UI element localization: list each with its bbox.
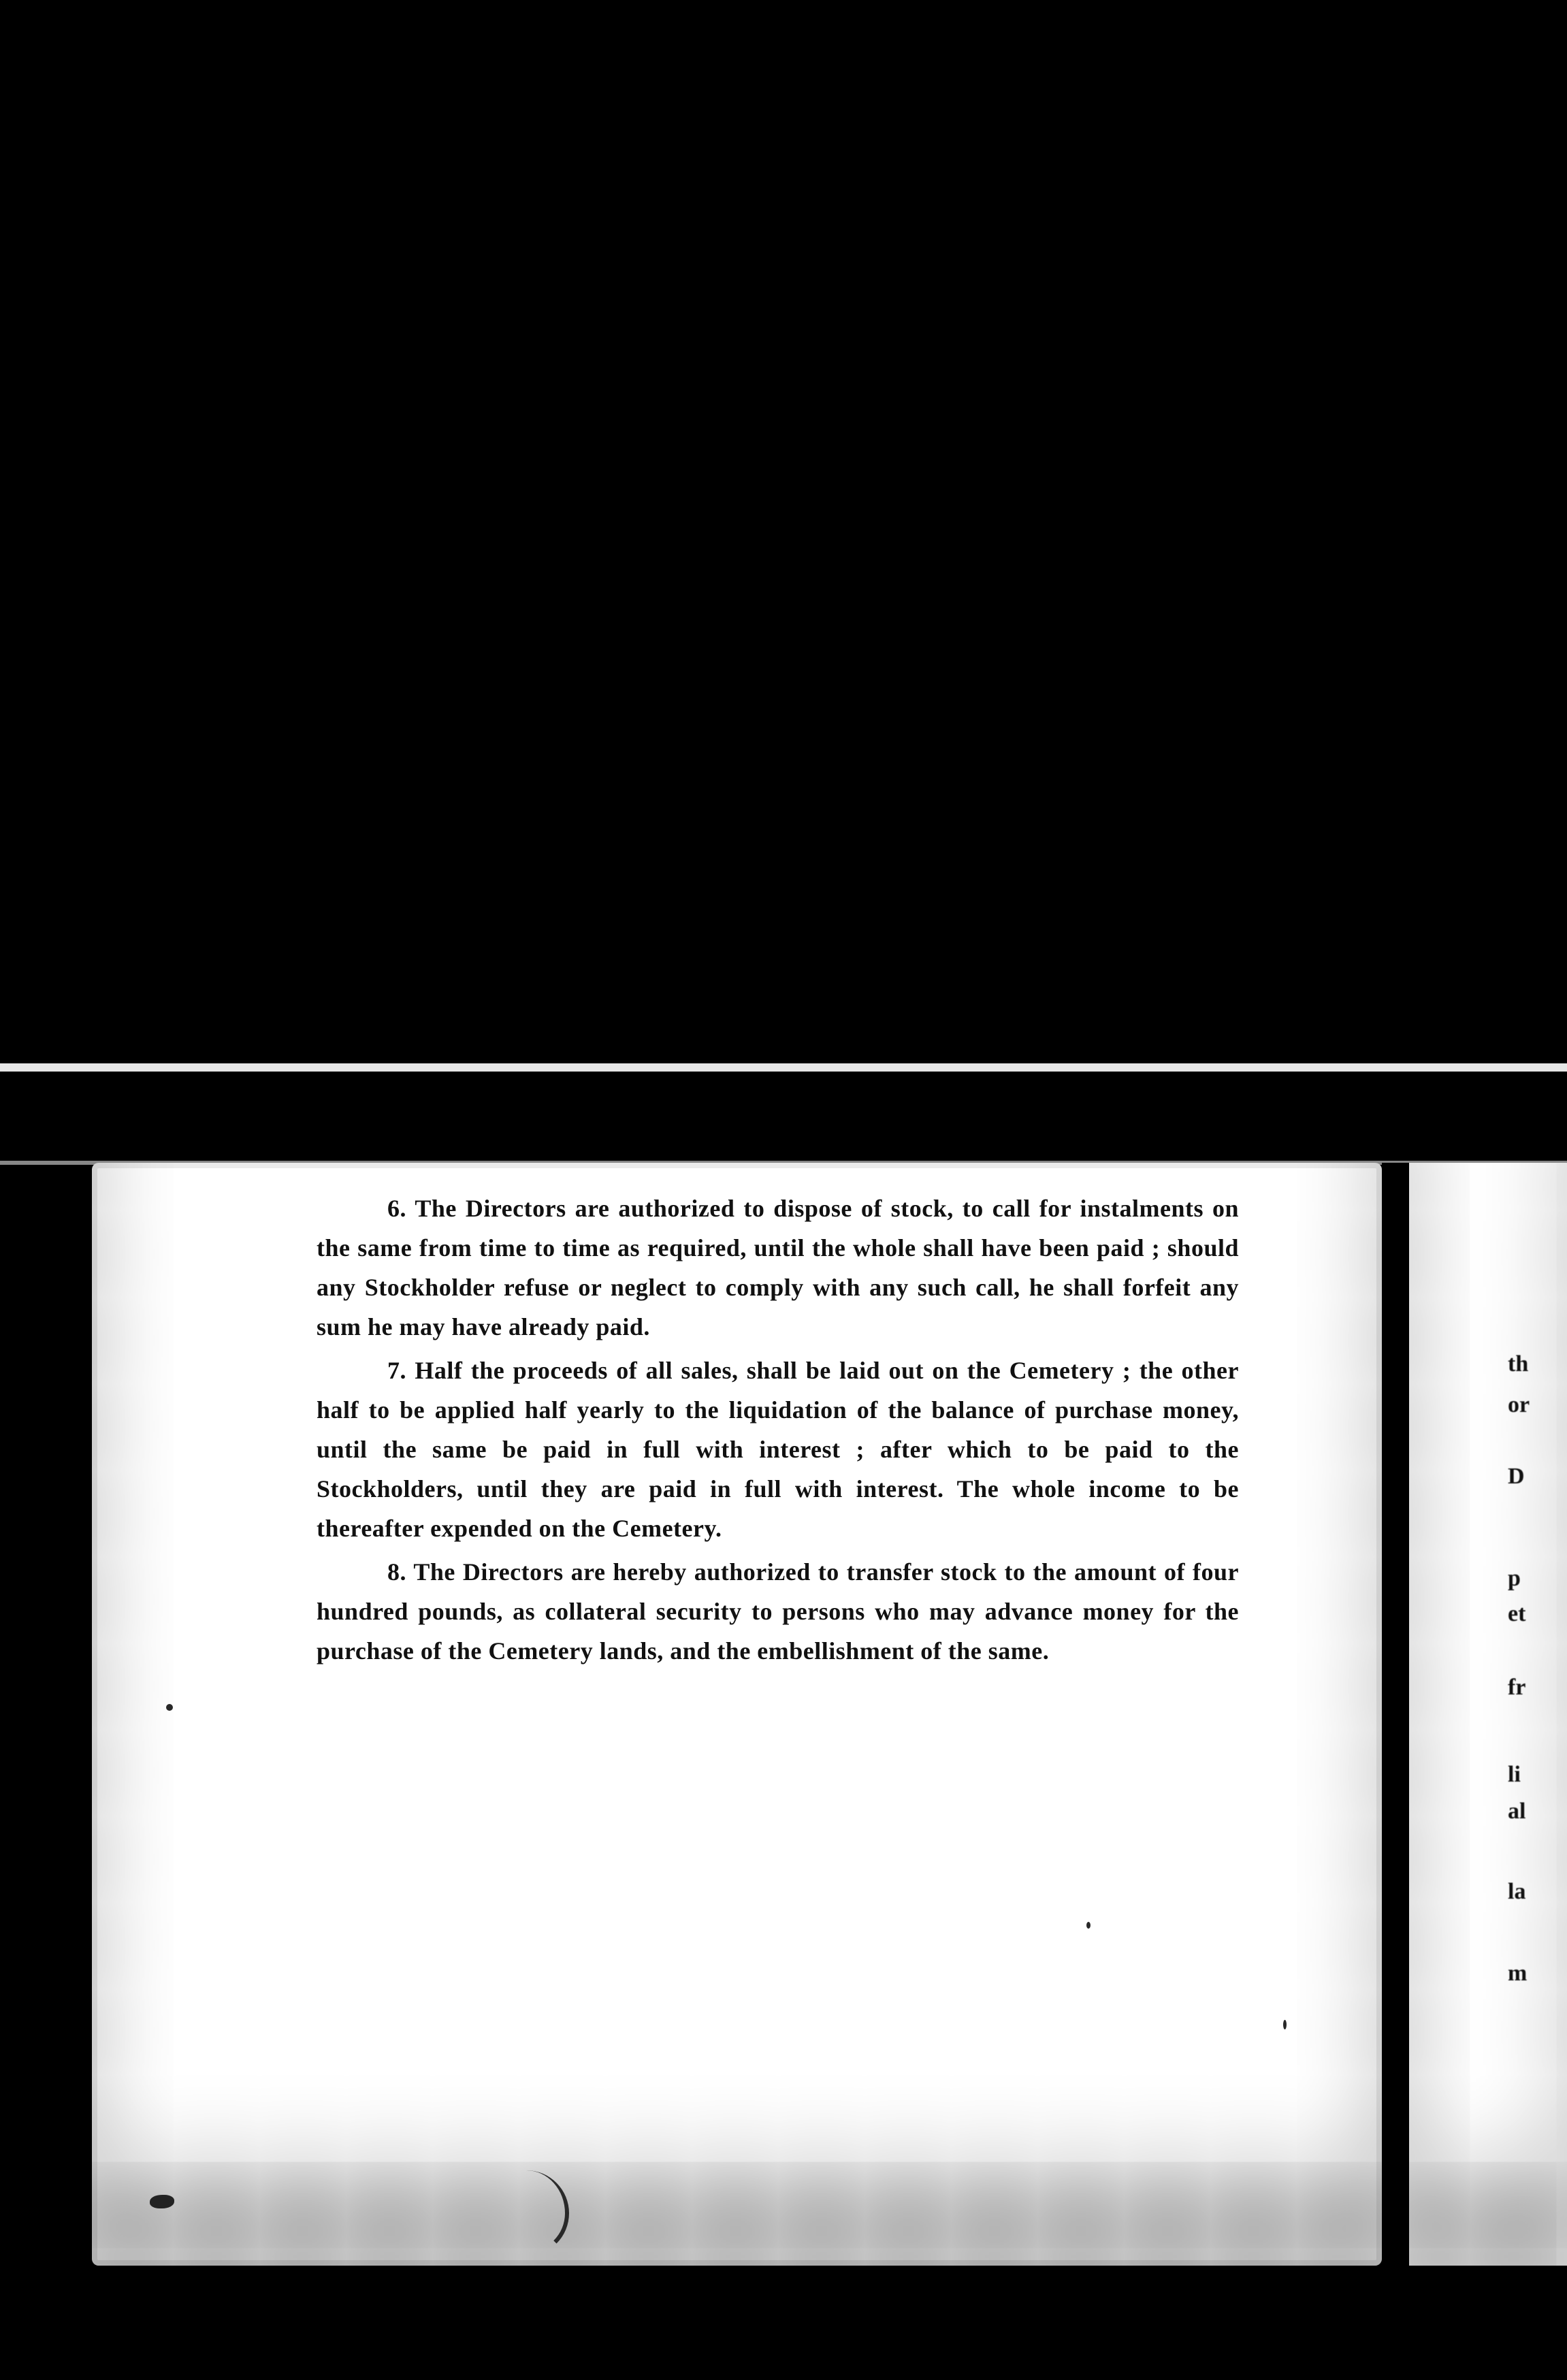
paragraph-7 xyxy=(317,1351,1239,1548)
right-page-fragment: li xyxy=(1508,1762,1521,1787)
right-page-fragment: th xyxy=(1508,1351,1529,1377)
paragraph-text: The Directors are hereby authorized to transfer stock to the amount of four hundred pounds, as collateral security to persons who may advance money for the purchase of the Cemetery lands, and the embellishment of the same. xyxy=(317,1558,1239,1665)
left-page xyxy=(92,1163,1382,2266)
right-page-fragment: et xyxy=(1508,1601,1526,1626)
right-page-fragment: la xyxy=(1508,1879,1526,1904)
right-page-fragment: or xyxy=(1508,1392,1530,1417)
paragraph-text: Half the proceeds of all sales, shall be laid out on the Cemetery ; the other half to be applied half yearly to the liquidation of the balance of purchase money, until the same be paid in full with interest ; after which to be paid to the Stockholders, until they are paid in full with interest. The whole income to be thereafter expended on the Cemetery. xyxy=(317,1357,1240,1542)
paragraph-6 xyxy=(317,1189,1239,1347)
right-page-fragment: fr xyxy=(1508,1675,1526,1700)
paragraph-number: 6. xyxy=(387,1195,406,1222)
paragraph-text: The Directors are authorized to dispose of stock, to call for instalments on the same from time to time as required, until the whole shall have been paid ; should any Stockholder refuse or neglect to comply with any such call, he shall forfeit any sum he may have already paid. xyxy=(317,1195,1240,1340)
right-page-fragment: m xyxy=(1508,1961,1528,1986)
ink-speck xyxy=(1283,2020,1287,2029)
document-text xyxy=(317,1189,1239,1671)
paragraph-8 xyxy=(317,1552,1239,1671)
scan-separator-line xyxy=(0,1063,1567,1072)
ink-speck xyxy=(166,1704,173,1711)
right-page-fragment: D xyxy=(1508,1464,1525,1489)
right-page-fragment: p xyxy=(1508,1566,1521,1591)
book-gutter xyxy=(1382,1163,1409,2380)
ink-speck xyxy=(1086,1922,1091,1929)
right-page xyxy=(1409,1163,1567,2266)
paragraph-number: 8. xyxy=(387,1558,406,1586)
right-page-fragment: al xyxy=(1508,1799,1526,1824)
paragraph-number: 7. xyxy=(387,1357,406,1384)
ink-blot xyxy=(150,2195,174,2208)
